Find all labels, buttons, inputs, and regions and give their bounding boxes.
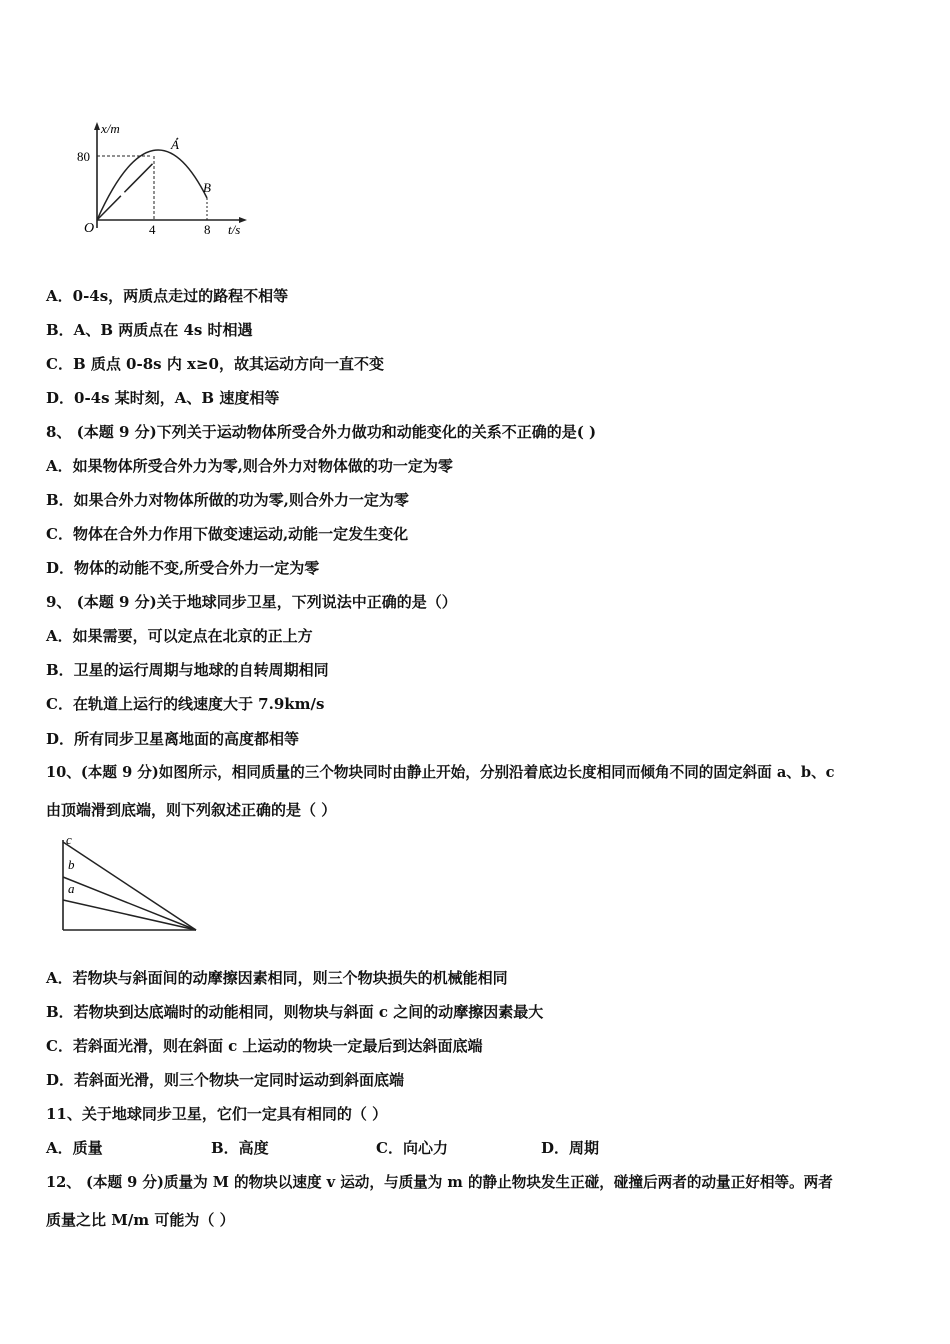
q11-option-d: D．周期	[541, 1139, 600, 1157]
q11-options	[46, 1138, 599, 1158]
q7-option-a: A．0-4s，两质点走过的路程不相等	[46, 287, 289, 305]
q10-option-d: D．若斜面光滑，则三个物块一定同时运动到斜面底端	[46, 1071, 405, 1089]
incline-c	[63, 842, 196, 930]
q10-option-b: B．若物块到达底端时的动能相同，则物块与斜面 c 之间的动摩擦因素最大	[46, 1003, 544, 1021]
q7-option-d: D．0-4s 某时刻，A、B 速度相等	[46, 389, 280, 407]
incline-label-b: b	[68, 857, 75, 872]
q10-option-a: A．若物块与斜面间的动摩擦因素相同，则三个物块损失的机械能相同	[46, 969, 508, 987]
q7-option-b: B．A、B 两质点在 4s 时相遇	[46, 321, 253, 339]
q8-option-d: D．物体的动能不变,所受合外力一定为零	[46, 559, 320, 577]
incline-label-a: a	[68, 881, 75, 896]
line-A	[97, 138, 178, 220]
label-A: A	[171, 137, 179, 152]
q8-option-a: A．如果物体所受合外力为零,则合外力对物体做的功一定为零	[46, 457, 453, 475]
q9-option-c: C．在轨道上运行的线速度大于 7.9km/s	[46, 695, 325, 713]
q10-stem-line1: 10、(本题 9 分)如图所示，相同质量的三个物块同时由静止开始，分别沿着底边长度相同而倾角不同的固定斜面 a、b、c	[46, 764, 835, 781]
q8-stem: 8、 (本题 9 分)下列关于运动物体所受合外力做功和动能变化的关系不正确的是( )	[46, 423, 597, 441]
curve-B	[97, 150, 207, 220]
incline-figure	[56, 832, 206, 937]
q8-option-c: C．物体在合外力作用下做变速运动,动能一定发生变化	[46, 525, 409, 543]
y-tick-80: 80	[77, 149, 90, 164]
q9-option-d: D．所有同步卫星离地面的高度都相等	[46, 730, 300, 748]
q11-option-b: B．高度	[211, 1139, 269, 1157]
q9-option-b: B．卫星的运行周期与地球的自转周期相同	[46, 661, 329, 679]
y-axis-label: x/m	[101, 121, 120, 136]
x-tick-8: 8	[204, 222, 211, 237]
y-axis-arrow	[94, 122, 100, 130]
origin-label: O	[84, 221, 95, 236]
incline-b	[63, 877, 196, 930]
q11-stem: 11、关于地球同步卫星，它们一定具有相同的（ ）	[46, 1105, 388, 1123]
q9-option-a: A．如果需要，可以定点在北京的正上方	[46, 627, 313, 645]
x-tick-4: 4	[149, 222, 156, 237]
q9-stem: 9、 (本题 9 分)关于地球同步卫星，下列说法中正确的是（）	[46, 593, 457, 611]
x-axis-label: t/s	[228, 222, 241, 237]
label-B: B	[203, 180, 211, 195]
q12-stem-line2: 质量之比 M/m 可能为（ ）	[46, 1211, 235, 1229]
q10-stem-line2: 由顶端滑到底端，则下列叙述正确的是（ ）	[46, 801, 337, 819]
q10-option-c: C．若斜面光滑，则在斜面 c 上运动的物块一定最后到达斜面底端	[46, 1037, 483, 1055]
q11-option-a: A．质量	[46, 1139, 103, 1157]
incline-a	[63, 900, 196, 930]
xt-graph	[70, 118, 260, 243]
q8-option-b: B．如果合外力对物体所做的功为零,则合外力一定为零	[46, 491, 409, 509]
q11-option-c: C．向心力	[376, 1139, 448, 1157]
incline-label-c: c	[66, 832, 72, 847]
q7-option-c: C．B 质点 0-8s 内 x≥0，故其运动方向一直不变	[46, 355, 384, 373]
q12-stem-line1: 12、 (本题 9 分)质量为 M 的物块以速度 v 运动，与质量为 m 的静止物块发生正碰，碰撞后两者的动量正好相等。两者	[46, 1174, 833, 1191]
